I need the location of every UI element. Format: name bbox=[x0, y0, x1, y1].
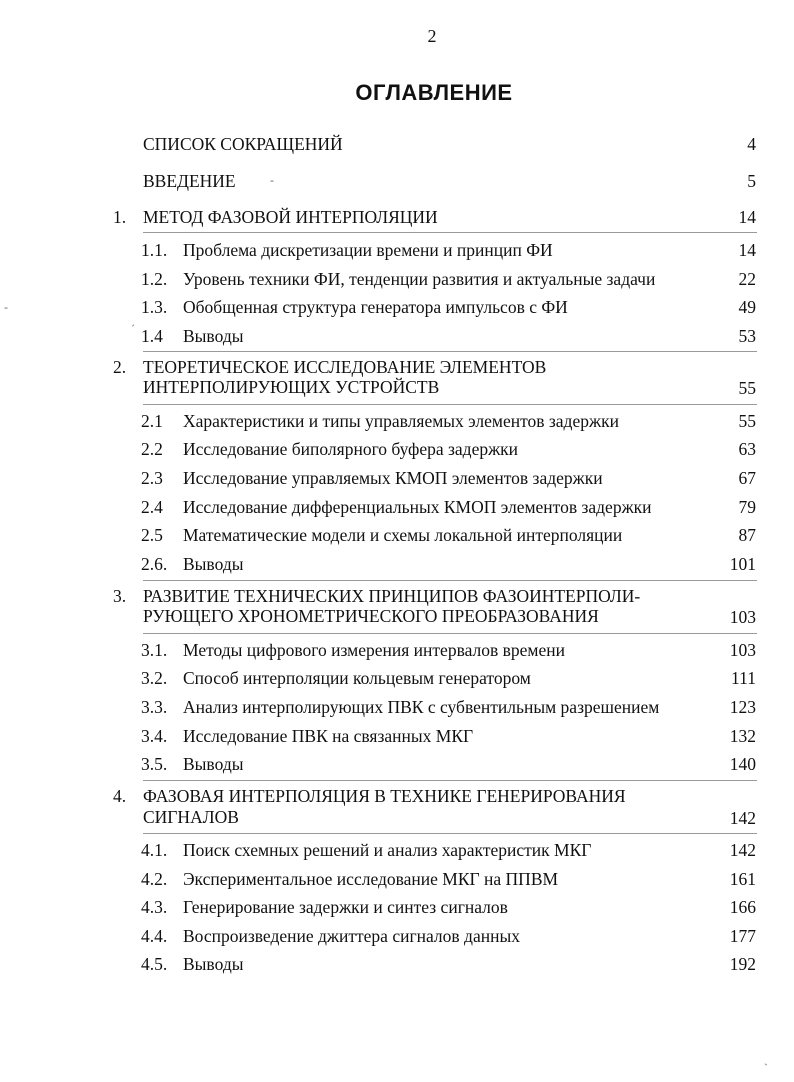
toc-section[interactable] bbox=[0, 325, 794, 347]
toc-entry-number: 4.3. bbox=[141, 897, 168, 917]
toc-entry-number: 2.5 bbox=[141, 525, 163, 545]
toc-entry-title: ТЕОРЕТИЧЕСКОЕ ИССЛЕДОВАНИЕ ЭЛЕМЕНТОВ bbox=[143, 357, 547, 377]
scan-mark: ˊ bbox=[131, 322, 135, 336]
toc-entry-page: 123 bbox=[729, 697, 756, 717]
chapter-rule bbox=[143, 833, 757, 834]
toc-entry-page: 63 bbox=[738, 439, 756, 459]
toc-section[interactable] bbox=[0, 438, 794, 460]
toc-entry-page: 5 bbox=[747, 171, 756, 191]
toc-entry-number: 2. bbox=[113, 357, 127, 377]
toc-entry-page: 111 bbox=[731, 668, 756, 688]
toc-entry-number: 4.1. bbox=[141, 840, 168, 860]
toc-entry-title: РАЗВИТИЕ ТЕХНИЧЕСКИХ ПРИНЦИПОВ ФАЗОИНТЕРПОЛИ- bbox=[143, 586, 641, 606]
toc-entry-title: Воспроизведение джиттера сигналов данных bbox=[183, 926, 520, 946]
toc-entry-page: 87 bbox=[738, 525, 756, 545]
toc-entry-number: 4.2. bbox=[141, 869, 168, 889]
scan-mark: ˏ bbox=[764, 1052, 768, 1066]
toc-entry-title: Экспериментальное исследование МКГ на ППВМ bbox=[183, 869, 559, 889]
toc-entry-title: Исследование биполярного буфера задержки bbox=[183, 439, 519, 459]
toc-entry-title: СПИСОК СОКРАЩЕНИЙ bbox=[143, 134, 343, 154]
toc-entry-number: 3.5. bbox=[141, 754, 168, 774]
toc-section[interactable] bbox=[0, 496, 794, 518]
toc-section[interactable] bbox=[0, 753, 794, 775]
toc-entry-title: Уровень техники ФИ, тенденции развития и актуальные задачи bbox=[183, 269, 656, 289]
toc-entry-title: Исследование управляемых КМОП элементов задержки bbox=[183, 468, 603, 488]
toc-section[interactable] bbox=[0, 953, 794, 975]
toc-entry-title: МЕТОД ФАЗОВОЙ ИНТЕРПОЛЯЦИИ bbox=[143, 207, 438, 227]
scan-mark: - bbox=[4, 300, 8, 314]
chapter-rule bbox=[143, 580, 757, 581]
toc-chapter[interactable] bbox=[0, 206, 794, 228]
chapter-rule bbox=[143, 404, 757, 405]
toc-entry-page: 166 bbox=[729, 897, 756, 917]
toc-entry-page: 101 bbox=[729, 554, 756, 574]
toc-entry-page: 140 bbox=[729, 754, 756, 774]
toc-entry-page: 161 bbox=[729, 869, 756, 889]
toc-section[interactable] bbox=[0, 268, 794, 290]
toc-entry[interactable] bbox=[0, 133, 794, 155]
toc-section[interactable] bbox=[0, 868, 794, 890]
toc-entry-number: 1. bbox=[113, 207, 127, 227]
toc-entry-number: 2.6. bbox=[141, 554, 168, 574]
toc-entry-title: Выводы bbox=[183, 754, 244, 774]
toc-entry-title: Генерирование задержки и синтез сигналов bbox=[183, 897, 508, 917]
toc-entry-page: 49 bbox=[738, 297, 756, 317]
toc-entry-title: ФАЗОВАЯ ИНТЕРПОЛЯЦИЯ В ТЕХНИКЕ ГЕНЕРИРОВАНИЯ bbox=[143, 786, 626, 806]
toc-section[interactable] bbox=[0, 296, 794, 318]
toc-entry-title: Выводы bbox=[183, 326, 244, 346]
toc-section[interactable] bbox=[0, 725, 794, 747]
toc-entry-title: Характеристики и типы управляемых элементов задержки bbox=[183, 411, 619, 431]
toc-entry-title: Проблема дискретизации времени и принцип ФИ bbox=[183, 240, 553, 260]
toc-entry-number: 4.4. bbox=[141, 926, 168, 946]
toc-entry-number: 2.4 bbox=[141, 497, 163, 517]
toc-entry-number: 1.3. bbox=[141, 297, 168, 317]
toc-section[interactable] bbox=[0, 896, 794, 918]
toc-entry-title-line2: ИНТЕРПОЛИРУЮЩИХ УСТРОЙСТВ bbox=[143, 377, 440, 397]
toc-entry-page: 192 bbox=[729, 954, 756, 974]
toc-entry-title-line2: РУЮЩЕГО ХРОНОМЕТРИЧЕСКОГО ПРЕОБРАЗОВАНИЯ bbox=[143, 606, 599, 626]
toc-entry-title: Выводы bbox=[183, 554, 244, 574]
toc-entry-page: 142 bbox=[729, 808, 756, 828]
toc-entry-title: ВВЕДЕНИЕ bbox=[143, 171, 236, 191]
toc-entry-page: 177 bbox=[729, 926, 756, 946]
toc-entry-page: 55 bbox=[738, 411, 756, 431]
toc-entry-number: 2.1 bbox=[141, 411, 163, 431]
toc-section[interactable] bbox=[0, 410, 794, 432]
toc-section[interactable] bbox=[0, 696, 794, 718]
chapter-rule bbox=[143, 780, 757, 781]
toc-entry-page: 22 bbox=[738, 269, 756, 289]
chapter-rule bbox=[143, 633, 757, 634]
toc-section[interactable] bbox=[0, 467, 794, 489]
toc-entry-title-line2: СИГНАЛОВ bbox=[143, 807, 239, 827]
toc-entry-page: 14 bbox=[738, 207, 756, 227]
toc-section[interactable] bbox=[0, 639, 794, 661]
toc-entry-title: Исследование дифференциальных КМОП элементов задержки bbox=[183, 497, 652, 517]
toc-entry[interactable] bbox=[0, 170, 794, 192]
toc-entry-number: 3. bbox=[113, 586, 127, 606]
toc-entry-page: 79 bbox=[738, 497, 756, 517]
toc-entry-title: Способ интерполяции кольцевым генератором bbox=[183, 668, 531, 688]
toc-entry-page: 67 bbox=[738, 468, 756, 488]
toc-entry-number: 3.4. bbox=[141, 726, 168, 746]
scan-mark: - bbox=[270, 173, 274, 187]
toc-entry-number: 3.2. bbox=[141, 668, 168, 688]
toc-section[interactable] bbox=[0, 239, 794, 261]
toc-entry-title: Математические модели и схемы локальной интерполяции bbox=[183, 525, 623, 545]
toc-entry-title: Исследование ПВК на связанных МКГ bbox=[183, 726, 474, 746]
toc-entry-number: 1.1. bbox=[141, 240, 168, 260]
toc-entry-page: 4 bbox=[747, 134, 756, 154]
toc-entry-number: 3.1. bbox=[141, 640, 168, 660]
toc-section[interactable] bbox=[0, 524, 794, 546]
chapter-rule bbox=[143, 232, 757, 233]
toc-entry-number: 2.2 bbox=[141, 439, 163, 459]
toc-entry-number: 2.3 bbox=[141, 468, 163, 488]
toc-entry-title: Выводы bbox=[183, 954, 244, 974]
page-number: 2 bbox=[427, 26, 437, 46]
toc-section[interactable] bbox=[0, 553, 794, 575]
toc-entry-page: 55 bbox=[738, 378, 756, 398]
toc-entry-number: 1.4 bbox=[141, 326, 163, 346]
toc-entry-page: 14 bbox=[738, 240, 756, 260]
toc-entry-title: Обобщенная структура генератора импульсов с ФИ bbox=[183, 297, 568, 317]
toc-section[interactable] bbox=[0, 839, 794, 861]
toc-entry-number: 1.2. bbox=[141, 269, 168, 289]
toc-entry-page: 103 bbox=[729, 640, 756, 660]
toc-title: ОГЛАВЛЕНИЕ bbox=[355, 80, 513, 105]
toc-entry-number: 4.5. bbox=[141, 954, 168, 974]
toc-entry-page: 142 bbox=[729, 840, 756, 860]
toc-entry-page: 103 bbox=[729, 607, 756, 627]
toc-entry-number: 3.3. bbox=[141, 697, 168, 717]
toc-entry-page: 132 bbox=[729, 726, 756, 746]
toc-section[interactable] bbox=[0, 925, 794, 947]
toc-entry-title: Поиск схемных решений и анализ характеристик МКГ bbox=[183, 840, 592, 860]
toc-chapter[interactable] bbox=[0, 785, 794, 829]
toc-chapter[interactable] bbox=[0, 356, 794, 400]
toc-section[interactable] bbox=[0, 667, 794, 689]
toc-entry-page: 53 bbox=[738, 326, 756, 346]
chapter-rule bbox=[143, 351, 757, 352]
toc-entry-title: Методы цифрового измерения интервалов времени bbox=[183, 640, 565, 660]
toc-entry-title: Анализ интерполирующих ПВК с субвентильным разрешением bbox=[183, 697, 660, 717]
toc-entry-number: 4. bbox=[113, 786, 127, 806]
toc-chapter[interactable] bbox=[0, 585, 794, 629]
